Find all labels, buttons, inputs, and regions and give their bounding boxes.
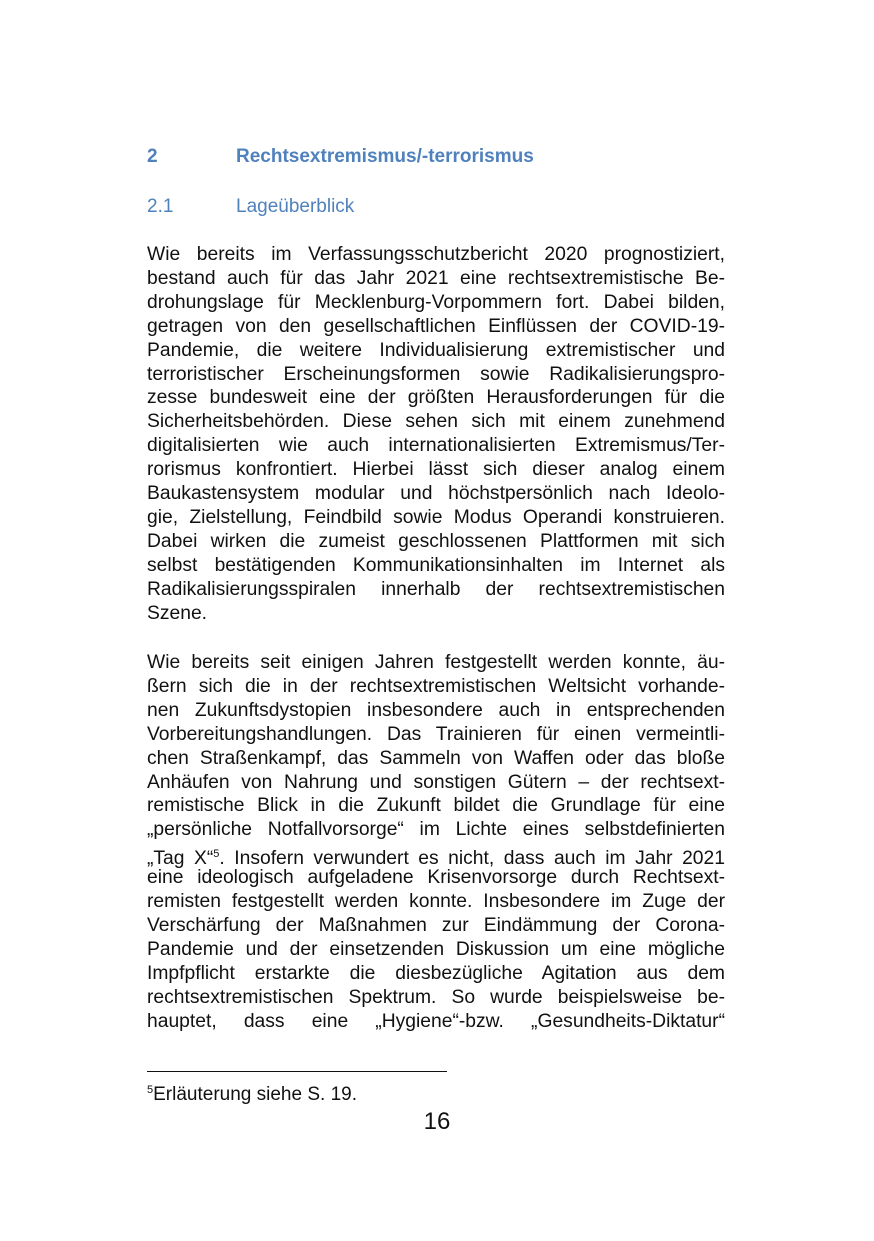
footnote — [147, 1084, 357, 1106]
subsection-number: 2.1 — [147, 196, 174, 217]
text-line: terroristischer Erscheinungsformen sowie Radikalisierungspro- — [147, 364, 725, 385]
section-number: 2 — [147, 146, 158, 167]
text-line: bestand auch für das Jahr 2021 eine rechtsextremistische Be- — [147, 268, 725, 289]
footnote-separator — [147, 1071, 447, 1072]
text-line: ßern sich die in der rechtsextremistischen Weltsicht vorhande- — [147, 676, 725, 697]
footnote-marker: 5 — [147, 1084, 154, 1096]
text-line: rechtsextremistischen Spektrum. So wurde beispielsweise be- — [147, 987, 725, 1008]
text-line: getragen von den gesellschaftlichen Einflüssen der COVID-19- — [147, 316, 725, 337]
tag-x-text: „Tag X“ — [147, 848, 214, 869]
page-number: 16 — [423, 1108, 451, 1135]
subsection-heading — [147, 196, 747, 218]
text-line: Vorbereitungshandlungen. Das Trainieren für einen vermeintli- — [147, 724, 725, 745]
text-line: Wie bereits im Verfassungsschutzbericht 2020 prognostiziert, — [147, 244, 725, 265]
text-line: selbst bestätigenden Kommunikationsinhalten im Internet als — [147, 555, 725, 576]
text-line: Anhäufen von Nahrung und sonstigen Gütern – der rechtsext- — [147, 772, 725, 793]
text-line: hauptet, dass eine „Hygiene“-bzw. „Gesundheits-Diktatur“ — [147, 1011, 725, 1032]
text-line: Sicherheitsbehörden. Diese sehen sich mit einem zunehmend — [147, 411, 725, 432]
subsection-title: Lageüberblick — [236, 196, 355, 217]
text-line: Impfpflicht erstarkte die diesbezügliche Agitation aus dem — [147, 963, 725, 984]
section-title: Rechtsextremismus/-terrorismus — [236, 146, 534, 167]
text-line: remistische Blick in die Zukunft bildet die Grundlage für eine — [147, 795, 725, 816]
text-line: nen Zukunftsdystopien insbesondere auch in entsprechenden — [147, 700, 725, 721]
text-line: rorismus konfrontiert. Hierbei lässt sich dieser analog einem — [147, 459, 725, 480]
section-heading — [147, 146, 747, 168]
text-line: Dabei wirken die zumeist geschlossenen Plattformen mit sich — [147, 531, 725, 552]
text-line: Pandemie und der einsetzenden Diskussion um eine mögliche — [147, 939, 725, 960]
text-line: remisten festgestellt werden konnte. Insbesondere im Zuge der — [147, 891, 725, 912]
text-line: gie, Zielstellung, Feindbild sowie Modus Operandi konstruieren. — [147, 507, 725, 528]
text-line: „persönliche Notfallvorsorge“ im Lichte eines selbstdefinierten — [147, 819, 725, 840]
tag-x-continuation: . Insofern verwundert es nicht, dass auch im Jahr 2021 — [219, 848, 725, 869]
text-line: Baukastensystem modular und höchstpersönlich nach Ideolo- — [147, 483, 725, 504]
text-line: Pandemie, die weitere Individualisierung extremistischer und — [147, 340, 725, 361]
text-line: eine ideologisch aufgeladene Krisenvorsorge durch Rechtsext- — [147, 867, 725, 888]
text-line: chen Straßenkampf, das Sammeln von Waffen oder das bloße — [147, 748, 725, 769]
text-line: Szene. — [147, 603, 208, 624]
text-line: Radikalisierungsspiralen innerhalb der rechtsextremistischen — [147, 579, 725, 600]
text-line: Wie bereits seit einigen Jahren festgestellt werden konnte, äu- — [147, 652, 725, 673]
text-line: digitalisierten wie auch internationalisierten Extremismus/Ter- — [147, 435, 725, 456]
text-line: Verschärfung der Maßnahmen zur Eindämmung der Corona- — [147, 915, 725, 936]
text-line: zesse bundesweit eine der größten Herausforderungen für die — [147, 387, 725, 408]
footnote-reference: 5 — [213, 848, 220, 860]
footnote-text: Erläuterung siehe S. 19. — [153, 1084, 357, 1105]
text-line: drohungslage für Mecklenburg-Vorpommern fort. Dabei bilden, — [147, 292, 725, 313]
